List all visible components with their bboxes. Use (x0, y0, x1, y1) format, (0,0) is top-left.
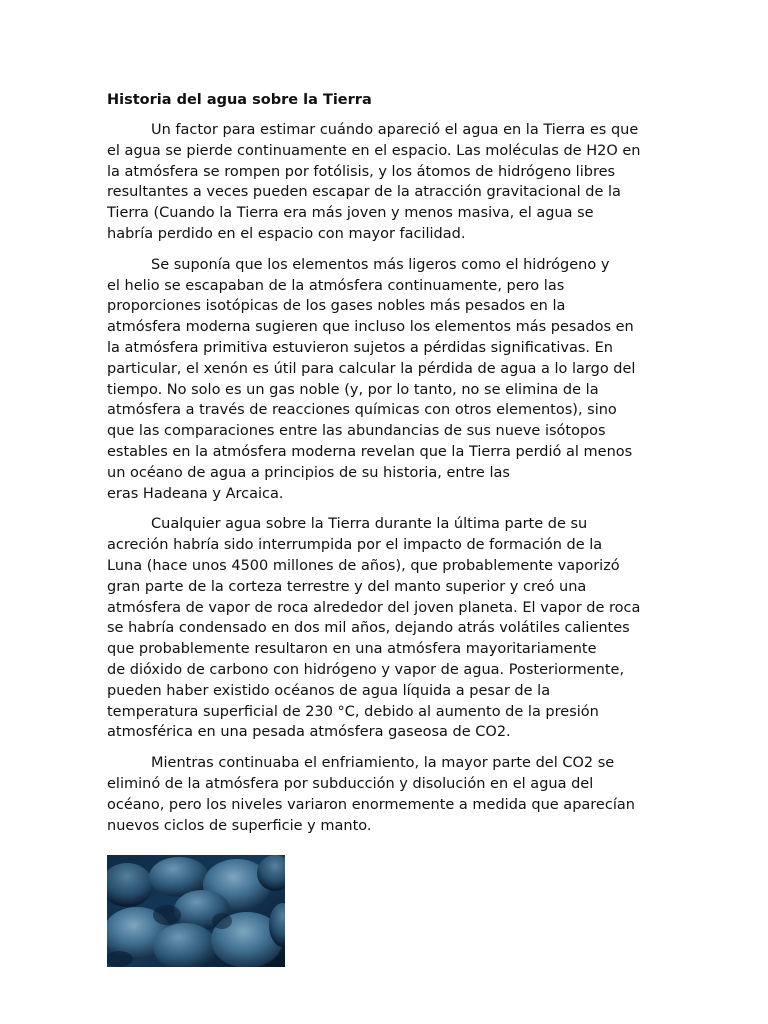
paragraph-line: resultantes a veces pueden escapar de la atracción gravitacional de la (107, 184, 621, 201)
paragraph-line: proporciones isotópicas de los gases nobles más pesados en la (107, 298, 566, 315)
paragraph-1 (107, 120, 663, 245)
paragraph-line: eliminó de la atmósfera por subducción y disolución en el agua del (107, 775, 594, 792)
document-body (107, 90, 663, 846)
paragraph-line: que las comparaciones entre las abundancias de sus nueve isótopos (107, 423, 606, 440)
paragraph-line: gran parte de la corteza terrestre y del manto superior y creó una (107, 578, 587, 595)
paragraph-line: océano, pero los niveles variaron enormemente a medida que aparecían (107, 796, 635, 813)
paragraph-line: Un factor para estimar cuándo apareció el agua en la Tierra es que (151, 122, 639, 138)
paragraph-line: se habría condensado en dos mil años, dejando atrás volátiles calientes (107, 620, 630, 637)
paragraph-line: el agua se pierde continuamente en el espacio. Las moléculas de H2O en (107, 142, 641, 159)
paragraph-line: Tierra (Cuando la Tierra era más joven y menos masiva, el agua se (107, 205, 594, 222)
paragraph-line: Mientras continuaba el enfriamiento, la mayor parte del CO2 se (151, 755, 615, 772)
pillow-lava-photo (107, 855, 285, 967)
paragraph-line: acreción habría sido interrumpida por el impacto de formación de la (107, 537, 603, 554)
paragraph-line: estables en la atmósfera moderna revelan que la Tierra perdió al menos (107, 443, 633, 460)
paragraph-line: Cualquier agua sobre la Tierra durante la última parte de su (151, 516, 588, 533)
paragraph-line: un océano de agua a principios de su historia, entre las (107, 464, 510, 481)
paragraph-line: Luna (hace unos 4500 millones de años), que probablemente vaporizó (107, 557, 620, 574)
paragraph-line: el helio se escapaban de la atmósfera continuamente, pero las (107, 277, 565, 294)
paragraph-4 (107, 753, 663, 836)
paragraph-line: eras Hadeana y Arcaica. (107, 485, 284, 502)
paragraph-line: que probablemente resultaron en una atmósfera mayoritariamente (107, 641, 597, 658)
paragraph-line: particular, el xenón es útil para calcular la pérdida de agua a lo largo del (107, 360, 636, 377)
paragraph-2 (107, 255, 663, 505)
pillow-lava-image (107, 855, 285, 967)
paragraph-3 (107, 514, 663, 743)
paragraph-line: nuevos ciclos de superficie y manto. (107, 817, 372, 834)
paragraph-line: de dióxido de carbono con hidrógeno y vapor de agua. Posteriormente, (107, 661, 625, 678)
paragraph-line: atmósfera de vapor de roca alrededor del joven planeta. El vapor de roca (107, 599, 641, 616)
paragraph-line: atmósfera a través de reacciones químicas con otros elementos), sino (107, 402, 617, 419)
paragraph-line: pueden haber existido océanos de agua líquida a pesar de la (107, 682, 551, 699)
paragraph-line: la atmósfera se rompen por fotólisis, y los átomos de hidrógeno libres (107, 163, 616, 180)
paragraph-line: atmosférica en una pesada atmósfera gaseosa de CO2. (107, 724, 511, 741)
paragraph-line: atmósfera moderna sugieren que incluso los elementos más pesados en (107, 319, 634, 336)
document-title: Historia del agua sobre la Tierra (107, 92, 372, 108)
paragraph-line: temperatura superficial de 230 °C, debido al aumento de la presión (107, 703, 599, 720)
paragraph-line: Se suponía que los elementos más ligeros como el hidrógeno y (151, 256, 610, 273)
paragraph-line: tiempo. No solo es un gas noble (y, por lo tanto, no se elimina de la (107, 381, 599, 398)
paragraph-line: habría perdido en el espacio con mayor facilidad. (107, 225, 466, 242)
paragraph-line: la atmósfera primitiva estuvieron sujetos a pérdidas significativas. En (107, 339, 613, 356)
